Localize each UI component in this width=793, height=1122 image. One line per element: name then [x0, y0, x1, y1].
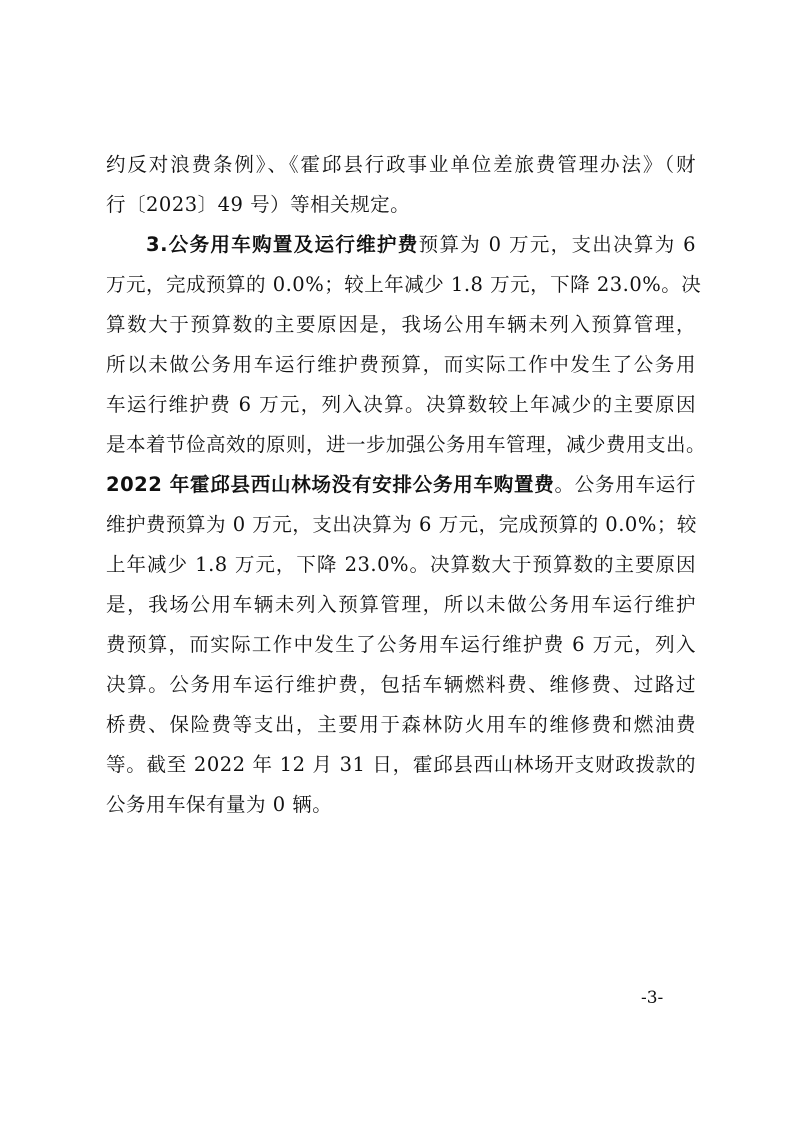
- paragraph-text: 。公务用车运行: [554, 473, 696, 496]
- paragraph-text: 桥费、保险费等支出，主要用于森林防火用车的维修费和燃油费: [106, 713, 696, 736]
- paragraph-text: 维护费预算为 0 万元，支出决算为 6 万元，完成预算的 0.0%；较: [106, 513, 697, 536]
- paragraph-text: 预算为 0 万元，支出决算为 6: [418, 233, 696, 256]
- text-line: [106, 225, 696, 265]
- text-line: [106, 185, 696, 225]
- bold-heading-text: 3.公务用车购置及运行维护费: [146, 233, 419, 256]
- paragraph-text: 车运行维护费 6 万元，列入决算。决算数较上年减少的主要原因: [106, 393, 696, 416]
- paragraph-text: 上年减少 1.8 万元，下降 23.0%。决算数大于预算数的主要原因: [106, 553, 696, 576]
- paragraph-text: 行〔2023〕49 号）等相关规定。: [106, 193, 411, 216]
- paragraph-text: 是本着节俭高效的原则，进一步加强公务用车管理，减少费用支出。: [106, 433, 707, 456]
- body-text: [106, 145, 707, 825]
- paragraph-text: 费预算，而实际工作中发生了公务用车运行维护费 6 万元，列入: [106, 633, 696, 656]
- paragraph-text: 是，我场公用车辆未列入预算管理，所以未做公务用车运行维护: [106, 593, 696, 616]
- paragraph-text: 等。截至 2022 年 12 月 31 日，霍邱县西山林场开支财政拨款的: [106, 753, 696, 776]
- bold-heading-text: 2022 年霍邱县西山林场没有安排公务用车购置费: [106, 473, 555, 496]
- text-line: [106, 145, 696, 185]
- paragraph-text: 公务用车保有量为 0 辆。: [106, 793, 333, 816]
- text-line: [106, 665, 696, 705]
- paragraph-text: 约反对浪费条例》、《霍邱县行政事业单位差旅费管理办法》（财: [106, 153, 696, 176]
- text-line: [106, 345, 696, 385]
- text-line: [106, 385, 696, 425]
- text-line: [106, 505, 696, 545]
- text-line: [106, 465, 696, 505]
- text-line: [106, 745, 696, 785]
- text-line: [106, 545, 696, 585]
- paragraph-text: 万元，完成预算的 0.0%；较上年减少 1.8 万元，下降 23.0%。决: [106, 273, 702, 296]
- text-line: [106, 425, 707, 465]
- text-line: [106, 305, 696, 345]
- paragraph-text: 算数大于预算数的主要原因是，我场公用车辆未列入预算管理，: [106, 313, 696, 336]
- text-line: [106, 705, 696, 745]
- text-line: [106, 265, 702, 305]
- text-line: [106, 785, 696, 825]
- page-number: -3-: [641, 988, 664, 1008]
- paragraph-text: 所以未做公务用车运行维护费预算，而实际工作中发生了公务用: [106, 353, 696, 376]
- text-line: [106, 585, 696, 625]
- text-line: [106, 625, 696, 665]
- paragraph-text: 决算。公务用车运行维护费，包括车辆燃料费、维修费、过路过: [106, 673, 696, 696]
